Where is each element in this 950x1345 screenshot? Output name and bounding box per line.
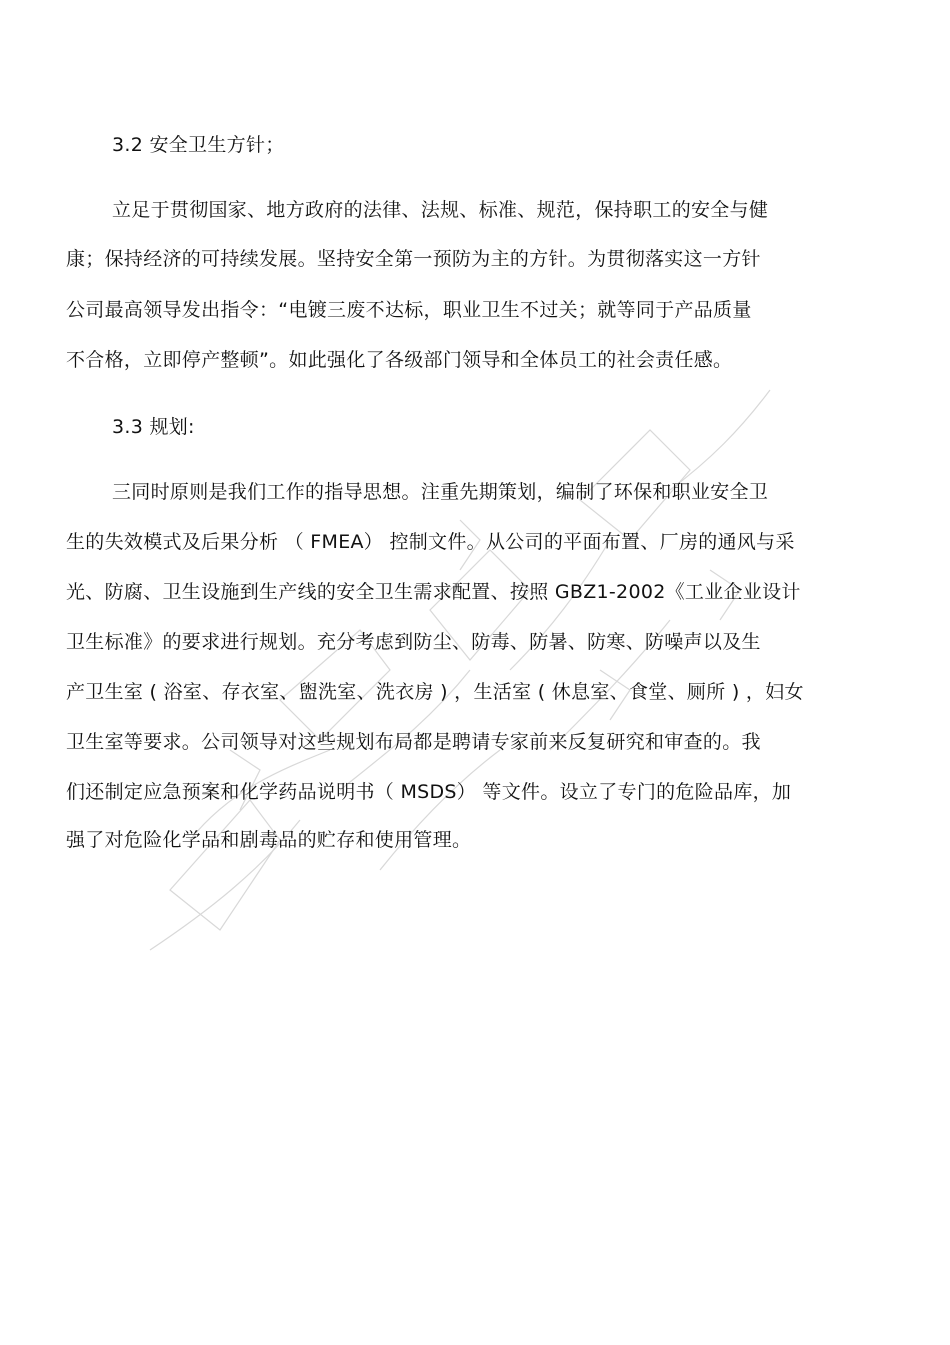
paragraph-3-3-line-4: 卫生标准》的要求进行规划。充分考虑到防尘、防毒、防暑、防寒、防噪声以及生 bbox=[66, 631, 761, 653]
watermark-graphic bbox=[130, 370, 810, 970]
paragraph-3-3-line-7: 们还制定应急预案和化学药品说明书（ MSDS） 等文件。设立了专门的危险品库，加 bbox=[66, 781, 792, 803]
paragraph-3-2-line-1: 立足于贯彻国家、地方政府的法律、法规、标准、规范，保持职工的安全与健 bbox=[112, 199, 769, 221]
paragraph-3-3-line-1: 三同时原则是我们工作的指导思想。注重先期策划，编制了环保和职业安全卫 bbox=[112, 481, 769, 503]
section-3-2-heading: 3.2 安全卫生方针； bbox=[112, 134, 285, 156]
paragraph-3-2-line-4: 不合格，立即停产整顿”。如此强化了各级部门领导和全体员工的社会责任感。 bbox=[66, 349, 733, 371]
paragraph-3-3-line-3: 光、防腐、卫生设施到生产线的安全卫生需求配置、按照 GBZ1-2002《工业企业设计 bbox=[66, 581, 801, 603]
paragraph-3-3-line-2: 生的失效模式及后果分析 （ FMEA） 控制文件。从公司的平面布置、厂房的通风与采 bbox=[66, 531, 795, 553]
paragraph-3-2-line-3: 公司最高领导发出指令：“电镀三废不达标，职业卫生不过关；就等同于产品质量 bbox=[66, 299, 752, 321]
paragraph-3-2-line-2: 康；保持经济的可持续发展。坚持安全第一预防为主的方针。为贯彻落实这一方针 bbox=[66, 248, 761, 270]
section-3-3-heading: 3.3 规划: bbox=[112, 416, 195, 438]
paragraph-3-3-line-6: 卫生室等要求。公司领导对这些规划布局都是聘请专家前来反复研究和审查的。我 bbox=[66, 731, 761, 753]
paragraph-3-3-line-5: 产卫生室 ( 浴室、存衣室、盥洗室、洗衣房 ) ，生活室 ( 休息室、食堂、厕所 ) ，妇女 bbox=[66, 681, 804, 703]
paragraph-3-3-line-8: 强了对危险化学品和剧毒品的贮存和使用管理。 bbox=[66, 829, 472, 851]
